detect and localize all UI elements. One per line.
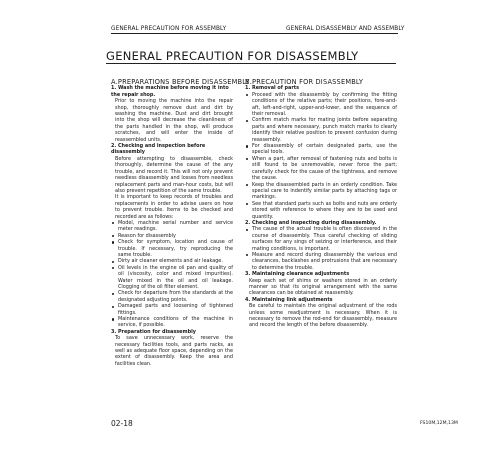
left-s2-body1: Before attempting to disassemble, check thoroughly, determine the cause of the any trouble, and record it. This will not only prevent needless disassembly and losses from needless replacement parts and man-hour costs, but will also prevent repetition of the same trouble. [115, 155, 233, 194]
left-s1-body: Prior to moving the machine into the repair shop, thoroughly remove dust and dirt by washing the machine. Dust and dirt brought into the shop will decrease the cleanliness of the parts handled in the shop, will produce scratches, and will enter the inside of reassembled units. [115, 98, 233, 143]
list-item: For disassembly of certain designated parts, use the special tools. [245, 143, 397, 156]
right-s1-title: 1. Removal of parts [245, 85, 300, 92]
checklist-item: Damaged parts and loosening of tightened fittings. [111, 303, 233, 316]
right-s1-list [245, 92, 397, 220]
list-item: Confirm match marks for mating joints before separating parts and where necessary, punch match marks to clearly identify their relative position to prevent confusion during reassembly. [245, 117, 397, 143]
page-title: GENERAL PRECAUTION FOR DISASSEMBLY [106, 49, 359, 63]
left-s2-title: 2. Checking and inspection before disassembly [111, 143, 206, 156]
right-s4-body: Be careful to maintain the original adjustment of the rods unless some readjustment is necessary. When it is necessary to remove the rod-end for disassembly, measure and record the length of the before disassembly. [249, 303, 397, 329]
list-item: When a part, after removal of fastening nuts and bolts is still found to be unremovable, never force the part; carefully check for the cause of the tightness, and remove the cause. [245, 156, 397, 182]
left-s2-checklist [111, 220, 233, 329]
section-b-heading: B.PRECAUTION FOR DISASSEMBLY [245, 78, 364, 86]
checklist-item: Maintenance conditions of the machine in service, if possible. [111, 316, 233, 329]
section-a-heading: A.PREPARATIONS BEFORE DISASSEMBLY [111, 78, 250, 86]
checklist-item: Dirty air cleaner elements and air leakage. [111, 258, 233, 264]
checklist-item: Reason for disassembly [111, 233, 233, 239]
right-s3-title: 3. Maintaining clearance adjustments [245, 271, 350, 278]
model-code: FS10M,12M,13M [420, 421, 458, 426]
right-s3-body: Keep each set of shims or washers stored in an orderly manner so that its original arrangement with the same clearances can be obtained at reassembly. [249, 277, 397, 297]
title-underline [106, 63, 396, 64]
list-item: Proceed with the disassembly by confirming the fitting conditions of the relative parts; their positions, fore-and-aft, left-and-right, upper-and-lower, and the sequence of their removal. [245, 92, 397, 118]
header-right: GENERAL DISASSEMBLY AND ASSEMBLY [286, 26, 405, 32]
header-left: GENERAL PRECAUTION FOR ASSEMBLY [111, 26, 227, 32]
list-item: Measure and record during disassembly the various end clearances, backlashes and protrusions that are necessary to determine the trouble. [245, 252, 397, 271]
left-s1-title: 1. Wash the machine before moving it into the repair shop. [111, 85, 229, 98]
checklist-item: Model, machine serial number and service meter readings. [111, 220, 233, 233]
checklist-item: Oil levels in the engine oil pan and quality of oil (viscosity, color and mixed impurities). Water mixed in the oil and oil leakage. Clogging of the oil filter element. [111, 265, 233, 291]
right-s4-title: 4. Maintaining link adjustments [245, 296, 333, 303]
list-item: The cause of the actual trouble is often discovered in the course of disassembly. Thus careful checking of sliding surfaces for any sings of seizing or interference, and their mating conditions, is important. [245, 226, 397, 252]
checklist-item: Check for departure from the standards at the designated adjusting points. [111, 290, 233, 303]
checklist-item: Check for symptom, location and cause of trouble. If necessary, try reproducing the same trouble. [111, 239, 233, 258]
list-item: Keep the disassembled parts in an orderly condition. Take special care to indentify similar parts by attaching tags or markings. [245, 182, 397, 201]
left-s2-body2: It is important to keep records of troubles and replacements in order to advise users on how to prevent trouble. Items to be checked and recorded are as follows: [115, 194, 233, 220]
page-number: 02-18 [111, 419, 133, 428]
left-s3-body: To save unnecessary work, reserve the necessary facilities tools, and parts racks, as well as adequate floor space, depending on the extent of disassembly. Keep the area and facilities clean. [115, 335, 233, 367]
right-s2-list [245, 226, 397, 271]
left-column [111, 78, 250, 367]
header-rule [111, 33, 398, 34]
left-s3-title: 3. Preparation for disassembly [111, 328, 196, 335]
right-column [245, 79, 397, 329]
right-s2-title: 2. Checking and inspecting during disassembly. [245, 219, 377, 226]
list-item: See that standard parts such as bolts and nuts are orderly stored with reference to where they are to be used and quantity. [245, 201, 397, 220]
